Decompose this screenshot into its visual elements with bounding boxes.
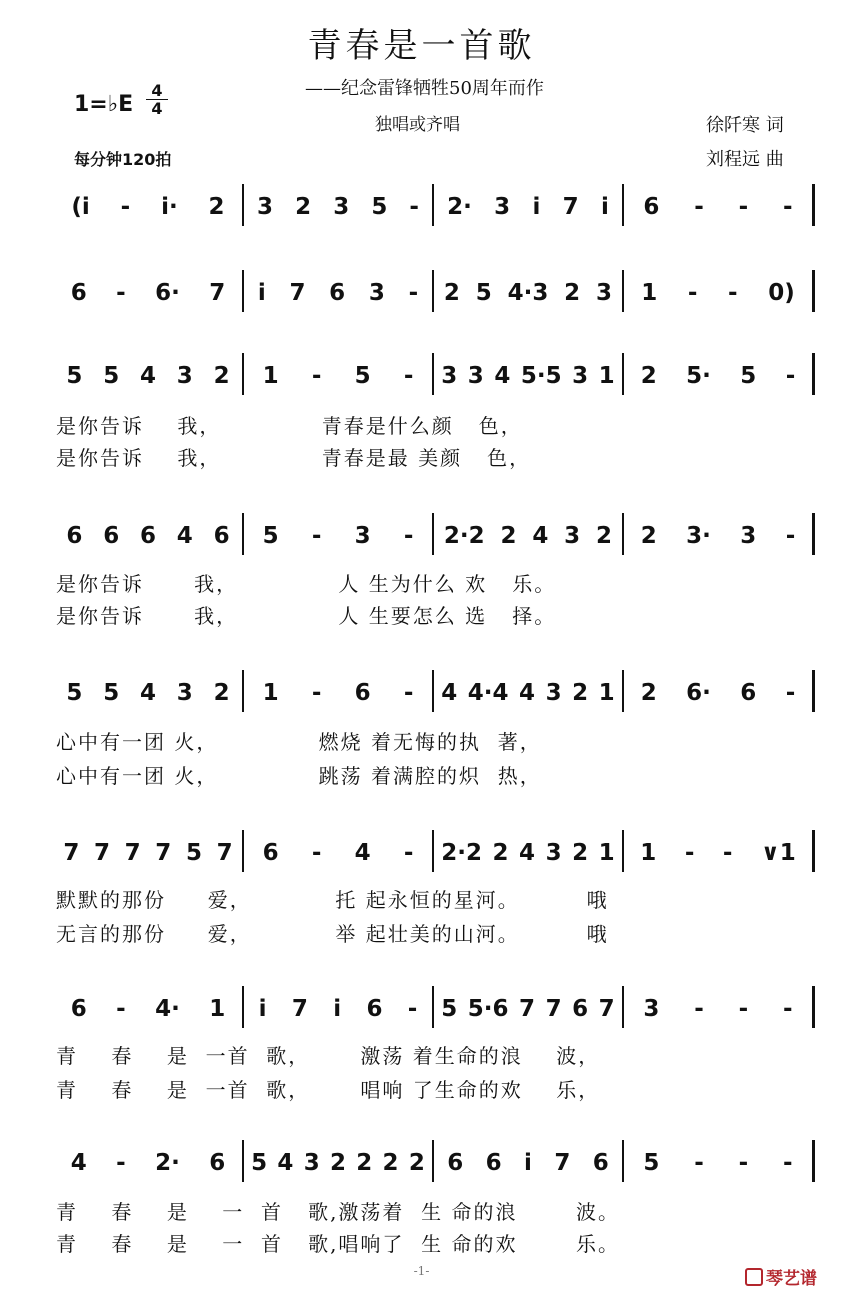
note: -	[722, 840, 733, 866]
lyricist-credit: 徐阡寒 词	[706, 115, 784, 136]
note: 2	[492, 840, 509, 866]
note: 4	[70, 1150, 87, 1176]
note: 4·4	[467, 680, 509, 706]
note: -	[694, 1150, 704, 1176]
staff-notes	[56, 190, 816, 224]
lyric-line-verse-2: 青 春 是 一 首 歌,唱响了 生 命的欢 乐。	[56, 1232, 621, 1256]
note: -	[403, 363, 414, 389]
lyric-line-verse-1: 青 春 是 一首 歌， 激荡 着生命的浪 波，	[56, 1044, 601, 1068]
measure	[436, 992, 620, 1026]
note: 3	[176, 363, 193, 389]
note: i	[257, 280, 266, 306]
key-signature: 1=♭E	[74, 92, 134, 117]
note: -	[694, 996, 704, 1022]
song-title: 青春是一首歌	[307, 26, 536, 66]
note: 3	[368, 280, 385, 306]
measure	[246, 1146, 430, 1180]
note: 7	[209, 280, 226, 306]
measure	[626, 836, 810, 870]
measure	[246, 190, 430, 224]
note: 6	[329, 280, 346, 306]
note: 2	[295, 194, 312, 220]
note: 4·	[155, 996, 180, 1022]
measure	[436, 359, 620, 393]
note: 4	[139, 680, 156, 706]
note: -	[785, 363, 796, 389]
note: 6	[103, 523, 120, 549]
note: 5	[475, 280, 492, 306]
note: -	[403, 840, 414, 866]
note: 7	[155, 840, 172, 866]
measure	[56, 519, 240, 553]
note: 5	[66, 680, 83, 706]
note: 6	[572, 996, 589, 1022]
note: 7	[216, 840, 233, 866]
note: 2	[596, 523, 613, 549]
measure	[436, 519, 620, 553]
note: 2·2	[443, 523, 485, 549]
measure	[246, 519, 430, 553]
note: i	[532, 194, 541, 220]
note: 1	[598, 680, 615, 706]
note: 3	[257, 194, 274, 220]
note: 2	[640, 680, 657, 706]
note: 5	[643, 1150, 660, 1176]
note: 2	[213, 680, 230, 706]
note: 2	[329, 1150, 346, 1176]
measure	[56, 190, 240, 224]
note: -	[783, 1150, 793, 1176]
lyric-line-verse-1: 心中有一团 火， 燃烧 着无悔的执 著，	[56, 730, 542, 754]
note: 5	[371, 194, 388, 220]
note: 4·3	[507, 280, 549, 306]
note: i	[258, 996, 267, 1022]
staff-line	[56, 1132, 816, 1188]
time-signature	[146, 82, 168, 117]
note: 5·5	[520, 363, 562, 389]
song-subtitle: ——纪念雷锋牺牲50周年而作	[305, 78, 544, 99]
staff-notes	[56, 276, 816, 310]
note: 6	[70, 280, 87, 306]
lyric-line-verse-2: 是你告诉 我， 青春是最 美颜 色，	[56, 446, 532, 470]
note: -	[728, 280, 738, 306]
note: -	[403, 680, 414, 706]
note: 3	[545, 840, 562, 866]
note: 7	[291, 996, 308, 1022]
brand-logo	[745, 1264, 817, 1289]
measure	[56, 836, 240, 870]
measure	[246, 836, 430, 870]
note: 6	[447, 1150, 464, 1176]
note: 3·	[686, 523, 711, 549]
note: -	[409, 194, 419, 220]
note: 6	[643, 194, 660, 220]
measure	[436, 190, 620, 224]
staff-line	[56, 978, 816, 1034]
note: 5	[251, 1150, 268, 1176]
lyric-line-verse-2: 青 春 是 一首 歌， 唱响 了生命的欢 乐，	[56, 1078, 601, 1102]
composer-credit: 刘程远 曲	[706, 149, 784, 170]
note: 3	[643, 996, 660, 1022]
note: 1	[641, 280, 658, 306]
note: -	[785, 680, 796, 706]
note: i	[600, 194, 609, 220]
tempo-marking: 每分钟120拍	[74, 150, 172, 169]
note: 6·	[155, 280, 180, 306]
measure	[56, 276, 240, 310]
lyric-line-verse-1: 是你告诉 我， 人 生为什么 欢 乐。	[56, 572, 557, 596]
note: -	[738, 194, 749, 220]
staff-notes	[56, 676, 816, 710]
note: 6	[354, 680, 371, 706]
performance-style: 独唱或齐唱	[375, 115, 460, 135]
note: 3	[354, 523, 371, 549]
measure	[626, 190, 810, 224]
note: 5	[103, 680, 120, 706]
note: 5·6	[467, 996, 509, 1022]
note: 4	[519, 680, 536, 706]
note: 1	[598, 363, 615, 389]
measure	[246, 676, 430, 710]
note: 4	[354, 840, 371, 866]
note: 5·	[686, 363, 711, 389]
note: 2·2	[441, 840, 482, 866]
note: 2	[572, 680, 589, 706]
note: 1	[640, 840, 657, 866]
note: 7	[289, 280, 306, 306]
note: 5	[185, 840, 202, 866]
note: 5	[262, 523, 279, 549]
note: 2	[356, 1150, 373, 1176]
note: (i	[71, 194, 90, 220]
note: 2	[572, 840, 589, 866]
time-signature-top: 4	[151, 81, 163, 100]
note: -	[116, 1150, 126, 1176]
note: 5	[103, 363, 120, 389]
note: 6	[66, 523, 83, 549]
note: 6	[485, 1150, 502, 1176]
note: 7	[562, 194, 579, 220]
note: 3	[572, 363, 589, 389]
measure	[56, 1146, 240, 1180]
lyric-line-verse-1: 是你告诉 我， 青春是什么颜 色，	[56, 414, 523, 438]
note: -	[687, 280, 698, 306]
note: -	[311, 680, 322, 706]
note: i·	[161, 194, 178, 220]
note: 6	[262, 840, 279, 866]
note: -	[311, 523, 322, 549]
note: -	[408, 280, 419, 306]
note: 7	[598, 996, 615, 1022]
note: 0)	[768, 280, 795, 306]
note: 3	[467, 363, 484, 389]
note: 1	[262, 680, 279, 706]
note: 6	[70, 996, 87, 1022]
note: -	[311, 840, 322, 866]
note: -	[785, 523, 796, 549]
note: -	[738, 996, 749, 1022]
time-signature-bottom: 4	[146, 99, 168, 117]
lyric-line-verse-1: 默默的那份 爱， 托 起永恒的星河。 哦	[56, 888, 609, 912]
staff-notes	[56, 836, 816, 870]
staff-notes	[56, 519, 816, 553]
note: 1	[262, 363, 279, 389]
note: -	[407, 996, 418, 1022]
note: 2	[500, 523, 517, 549]
staff-line	[56, 262, 816, 318]
lyric-line-verse-2: 心中有一团 火， 跳荡 着满腔的炽 热，	[56, 764, 542, 788]
note: 6	[139, 523, 156, 549]
staff-notes	[56, 1146, 816, 1180]
measure	[626, 276, 810, 310]
note: 2·	[447, 194, 472, 220]
note: 6	[592, 1150, 609, 1176]
note: 2	[408, 1150, 425, 1176]
note: 4	[277, 1150, 294, 1176]
note: 6	[366, 996, 383, 1022]
note: 4	[494, 363, 511, 389]
note: 3	[740, 523, 757, 549]
note: 1	[209, 996, 226, 1022]
note: i	[333, 996, 342, 1022]
measure	[626, 519, 810, 553]
lyric-line-verse-2: 是你告诉 我， 人 生要怎么 选 择。	[56, 604, 557, 628]
note: -	[783, 194, 793, 220]
note: 3	[303, 1150, 320, 1176]
note: 2	[208, 194, 225, 220]
note: 4	[441, 680, 458, 706]
lyric-line-verse-2: 无言的那份 爱， 举 起壮美的山河。 哦	[56, 922, 609, 946]
note: 7	[93, 840, 110, 866]
staff-notes	[56, 359, 816, 393]
note: 5	[441, 996, 458, 1022]
staff-line	[56, 505, 816, 561]
note: -	[120, 194, 131, 220]
measure	[626, 992, 810, 1026]
measure	[436, 836, 620, 870]
note: 7	[545, 996, 562, 1022]
note: -	[694, 194, 704, 220]
lyric-line-verse-1: 青 春 是 一 首 歌,激荡着 生 命的浪 波。	[56, 1200, 621, 1224]
note: 3	[176, 680, 193, 706]
note: ∨1	[761, 840, 796, 866]
measure	[626, 676, 810, 710]
note: 4	[532, 523, 549, 549]
note: 2	[213, 363, 230, 389]
note: 3	[494, 194, 511, 220]
note: -	[684, 840, 695, 866]
note: 6	[209, 1150, 226, 1176]
note: 7	[63, 840, 80, 866]
note: 6	[740, 680, 757, 706]
note: 3	[441, 363, 458, 389]
measure	[56, 359, 240, 393]
measure	[56, 676, 240, 710]
note: 2	[564, 280, 581, 306]
note: 2	[640, 363, 657, 389]
note: -	[311, 363, 322, 389]
note: 2	[640, 523, 657, 549]
note: 2	[382, 1150, 399, 1176]
note: 4	[176, 523, 193, 549]
note: -	[738, 1150, 749, 1176]
measure	[626, 359, 810, 393]
measure	[246, 276, 430, 310]
brand-name: 琴艺谱	[766, 1269, 817, 1289]
note: 2·	[155, 1150, 180, 1176]
staff-line	[56, 345, 816, 401]
note: 3	[564, 523, 581, 549]
note: 4	[519, 840, 536, 866]
note: 1	[598, 840, 615, 866]
measure	[626, 1146, 810, 1180]
note: 6	[213, 523, 230, 549]
note: 3	[333, 194, 350, 220]
measure	[436, 676, 620, 710]
note: 6·	[686, 680, 711, 706]
staff-line	[56, 822, 816, 878]
note: 3	[596, 280, 613, 306]
measure	[246, 992, 430, 1026]
measure	[436, 1146, 620, 1180]
note: 5	[740, 363, 757, 389]
note: -	[403, 523, 414, 549]
staff-line	[56, 176, 816, 232]
measure	[56, 992, 240, 1026]
note: 5	[66, 363, 83, 389]
staff-line	[56, 662, 816, 718]
note: 2	[443, 280, 460, 306]
note: 4	[139, 363, 156, 389]
note: 3	[545, 680, 562, 706]
measure	[246, 359, 430, 393]
brand-icon	[745, 1268, 763, 1286]
note: 7	[519, 996, 536, 1022]
note: 7	[554, 1150, 571, 1176]
note: -	[116, 280, 126, 306]
staff-notes	[56, 992, 816, 1026]
page-number: -1-	[413, 1264, 430, 1278]
note: -	[783, 996, 793, 1022]
note: 5	[354, 363, 371, 389]
measure	[436, 276, 620, 310]
note: i	[524, 1150, 532, 1176]
note: 7	[124, 840, 141, 866]
note: -	[116, 996, 126, 1022]
